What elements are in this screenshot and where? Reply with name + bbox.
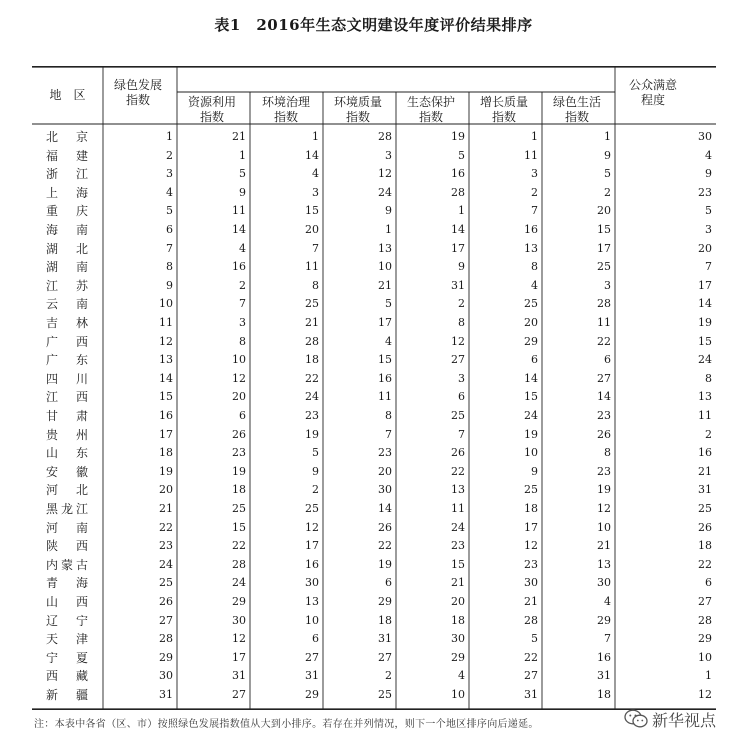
rank-value: 29: [524, 334, 538, 348]
rank-value: 7: [385, 427, 392, 441]
region-name: 湖北: [46, 241, 88, 256]
header-region: 地 区: [49, 88, 86, 102]
rank-value: 6: [312, 632, 319, 646]
region-name: 广东: [46, 353, 88, 368]
rank-value: 20: [597, 204, 611, 218]
rank-value: 5: [531, 632, 538, 646]
rank-value: 29: [451, 650, 465, 664]
rank-value: 3: [312, 185, 319, 199]
rank-value: 20: [524, 316, 538, 329]
rank-value: 13: [159, 353, 173, 367]
rank-value: 25: [378, 688, 392, 701]
rank-value: 11: [159, 316, 173, 329]
region-name: 广西: [46, 334, 88, 349]
rank-value: 31: [232, 669, 246, 683]
rank-value: 19: [378, 557, 392, 571]
rank-value: 3: [166, 167, 173, 181]
rank-value: 18: [305, 353, 319, 367]
rank-value: 22: [378, 539, 392, 553]
rank-value: 25: [451, 409, 465, 422]
rank-value: 28: [378, 130, 392, 143]
region-name: 宁夏: [46, 650, 88, 665]
rank-value: 20: [305, 223, 319, 236]
rank-value: 25: [305, 502, 319, 515]
rank-value: 15: [305, 204, 319, 218]
rank-value: 15: [159, 390, 173, 404]
rank-value: 9: [458, 260, 465, 274]
rank-value: 3: [531, 167, 538, 181]
region-name: 上海: [46, 185, 88, 200]
rank-value: 4: [458, 669, 465, 683]
rank-value: 26: [232, 427, 246, 441]
rank-value: 18: [451, 613, 465, 627]
rank-value: 17: [232, 650, 246, 664]
rank-value: 25: [524, 297, 538, 311]
rank-value: 8: [385, 409, 392, 422]
rank-value: 2: [239, 278, 246, 292]
rank-value: 21: [159, 502, 173, 515]
rank-value: 25: [232, 502, 246, 515]
rank-value: 11: [305, 260, 319, 274]
rank-value: 16: [451, 167, 465, 181]
rank-value: 31: [524, 688, 538, 701]
rank-value: 19: [159, 464, 173, 478]
ranking-table: [32, 66, 716, 710]
rank-value: 21: [305, 316, 319, 329]
rank-value: 18: [698, 539, 712, 553]
rank-value: 4: [312, 167, 319, 181]
rank-value: 19: [698, 316, 712, 329]
rank-value: 13: [378, 241, 392, 255]
rank-value: 3: [239, 316, 246, 329]
rank-value: 20: [698, 241, 712, 255]
watermark-text: 新华视点: [652, 710, 717, 730]
rank-value: 19: [232, 464, 246, 478]
rank-value: 5: [312, 446, 319, 460]
rank-value: 20: [159, 483, 173, 497]
rank-value: 23: [159, 539, 173, 553]
rank-value: 4: [239, 241, 246, 255]
rank-value: 18: [524, 502, 538, 515]
rank-value: 31: [305, 669, 319, 683]
rank-value: 20: [451, 595, 465, 608]
rank-value: 23: [597, 464, 611, 478]
rank-value: 29: [698, 632, 712, 646]
rank-value: 17: [524, 520, 538, 534]
rank-value: 4: [604, 595, 611, 608]
rank-value: 12: [451, 334, 465, 348]
region-name: 福建: [46, 148, 88, 163]
rank-value: 2: [385, 669, 392, 683]
rank-value: 8: [166, 260, 173, 274]
rank-value: 13: [698, 390, 712, 404]
rank-value: 22: [597, 334, 611, 348]
rank-value: 28: [451, 185, 465, 199]
rank-value: 1: [531, 130, 538, 143]
region-name: 江苏: [46, 278, 88, 293]
header-resource: 资源利用指数: [188, 95, 237, 124]
rank-value: 26: [698, 520, 712, 534]
rank-value: 20: [378, 464, 392, 478]
rank-value: 6: [458, 390, 465, 404]
rank-value: 1: [385, 223, 392, 236]
rank-value: 25: [524, 483, 538, 497]
rank-value: 13: [451, 483, 465, 497]
rank-value: 17: [305, 539, 319, 553]
rank-value: 26: [159, 595, 173, 608]
rank-value: 24: [232, 576, 246, 590]
rank-value: 14: [159, 371, 173, 385]
rank-value: 12: [305, 520, 319, 534]
header-growth: 增长质量指数: [480, 95, 529, 124]
rank-value: 2: [166, 148, 173, 162]
rank-value: 2: [458, 297, 465, 311]
rank-value: 2: [705, 427, 712, 441]
rank-value: 8: [458, 316, 465, 329]
region-name: 吉林: [46, 316, 88, 330]
rank-value: 12: [698, 688, 712, 701]
rank-value: 31: [451, 278, 465, 292]
rank-value: 10: [698, 650, 712, 664]
rank-value: 15: [451, 557, 465, 571]
rank-value: 18: [232, 483, 246, 497]
header-public: 公众满意程度: [629, 78, 678, 107]
rank-value: 9: [531, 464, 538, 478]
rank-value: 27: [597, 371, 611, 385]
rank-value: 12: [232, 371, 246, 385]
rank-value: 10: [159, 297, 173, 311]
rank-value: 16: [159, 409, 173, 422]
rank-value: 26: [451, 446, 465, 460]
region-name: 天津: [46, 632, 88, 647]
watermark: [624, 705, 716, 733]
rank-value: 23: [451, 539, 465, 553]
rank-value: 3: [458, 371, 465, 385]
rank-value: 9: [705, 167, 712, 181]
rank-value: 19: [524, 427, 538, 441]
rank-value: 31: [698, 483, 712, 497]
rank-value: 13: [305, 595, 319, 608]
rank-value: 7: [458, 427, 465, 441]
header-green-life: 绿色生活指数: [553, 95, 602, 124]
rank-value: 24: [159, 557, 173, 571]
rank-value: 8: [604, 446, 611, 460]
rank-value: 24: [378, 185, 392, 199]
rank-value: 11: [597, 316, 611, 329]
table-title: 表1 2016年生态文明建设年度评价结果排序: [214, 16, 533, 34]
rank-value: 1: [458, 204, 465, 218]
rank-value: 23: [597, 409, 611, 422]
rank-value: 15: [378, 353, 392, 367]
rank-value: 18: [159, 446, 173, 460]
header-eco-protect: 生态保护指数: [407, 95, 456, 124]
rank-value: 14: [524, 371, 538, 385]
rank-value: 4: [531, 278, 538, 292]
rank-value: 27: [305, 650, 319, 664]
rank-value: 11: [524, 148, 538, 162]
region-name: 四川: [46, 371, 88, 386]
rank-value: 16: [698, 446, 712, 460]
region-name: 贵州: [46, 427, 88, 442]
rank-value: 12: [378, 167, 392, 181]
rank-value: 7: [312, 241, 319, 255]
rank-value: 28: [232, 557, 246, 571]
rank-value: 8: [239, 334, 246, 348]
rank-value: 30: [305, 576, 319, 590]
rank-value: 23: [378, 446, 392, 460]
rank-value: 17: [451, 241, 465, 255]
rank-value: 27: [451, 353, 465, 367]
rank-value: 7: [239, 297, 246, 311]
rank-value: 3: [705, 223, 712, 236]
rank-value: 10: [451, 688, 465, 701]
rank-value: 10: [378, 260, 392, 274]
rank-value: 27: [378, 650, 392, 664]
rank-value: 5: [239, 167, 246, 181]
rank-value: 28: [305, 334, 319, 348]
rank-value: 4: [166, 185, 173, 199]
rank-value: 29: [378, 595, 392, 608]
rank-value: 17: [597, 241, 611, 255]
rank-value: 29: [232, 595, 246, 608]
rank-value: 27: [698, 595, 712, 608]
rank-value: 11: [232, 204, 246, 218]
rank-value: 6: [385, 576, 392, 590]
rank-value: 15: [698, 334, 712, 348]
region-name: 内蒙古: [46, 557, 88, 572]
rank-value: 17: [159, 427, 173, 441]
rank-value: 5: [705, 204, 712, 218]
region-name: 西藏: [46, 669, 88, 684]
rank-value: 22: [524, 650, 538, 664]
rank-value: 24: [698, 353, 712, 367]
rank-value: 16: [524, 223, 538, 236]
rank-value: 14: [305, 148, 319, 162]
rank-value: 19: [597, 483, 611, 497]
rank-value: 10: [305, 613, 319, 627]
rank-value: 20: [232, 390, 246, 404]
region-name: 江西: [46, 390, 88, 405]
region-name: 河南: [46, 520, 88, 535]
rank-value: 1: [705, 669, 712, 683]
rank-value: 30: [451, 632, 465, 646]
rank-value: 24: [524, 409, 538, 422]
rank-value: 30: [698, 130, 712, 143]
rank-value: 30: [159, 669, 173, 683]
table-note: 注：本表中各省（区、市）按照绿色发展指数值从大到小排序。若存在并列情况，则下一个地区排序向后递延。: [34, 719, 539, 730]
rank-value: 6: [166, 223, 173, 236]
rank-value: 1: [166, 130, 173, 143]
rank-value: 17: [698, 278, 712, 292]
header-green-dev: 绿色发展指数: [114, 78, 163, 107]
rank-value: 8: [531, 260, 538, 274]
rank-value: 27: [232, 688, 246, 701]
rank-value: 10: [524, 446, 538, 460]
rank-value: 1: [239, 148, 246, 162]
rank-value: 15: [524, 390, 538, 404]
rank-value: 29: [305, 688, 319, 701]
region-name: 青海: [46, 576, 88, 591]
region-name: 甘肃: [46, 409, 88, 423]
rank-value: 6: [604, 353, 611, 367]
region-name: 北京: [46, 130, 88, 144]
rank-value: 7: [166, 241, 173, 255]
rank-value: 16: [305, 557, 319, 571]
rank-value: 6: [531, 353, 538, 367]
region-name: 重庆: [46, 204, 88, 219]
rank-value: 9: [312, 464, 319, 478]
rank-value: 21: [524, 595, 538, 608]
rank-value: 12: [232, 632, 246, 646]
rank-value: 8: [705, 371, 712, 385]
rank-value: 21: [698, 464, 712, 478]
rank-value: 21: [597, 539, 611, 553]
rank-value: 18: [597, 688, 611, 701]
rank-value: 28: [159, 632, 173, 646]
rank-value: 22: [305, 371, 319, 385]
region-name: 陕西: [46, 539, 88, 554]
rank-value: 14: [451, 223, 465, 236]
rank-value: 31: [597, 669, 611, 683]
rank-value: 9: [166, 278, 173, 292]
rank-value: 4: [385, 334, 392, 348]
wechat-icon: [624, 708, 648, 730]
rank-value: 23: [698, 185, 712, 199]
rank-value: 14: [232, 223, 246, 236]
rank-value: 19: [451, 130, 465, 143]
rank-value: 3: [385, 148, 392, 162]
rank-value: 14: [597, 390, 611, 404]
rank-value: 15: [232, 520, 246, 534]
rank-value: 1: [312, 130, 319, 143]
rank-value: 19: [305, 427, 319, 441]
rank-value: 7: [705, 260, 712, 274]
region-name: 新疆: [46, 688, 88, 702]
rank-value: 21: [378, 278, 392, 292]
rank-value: 25: [698, 502, 712, 515]
rank-value: 23: [305, 409, 319, 422]
region-name: 浙江: [46, 167, 88, 182]
rank-value: 13: [597, 557, 611, 571]
region-name: 海南: [46, 223, 88, 237]
rank-value: 14: [378, 502, 392, 515]
region-name: 山东: [46, 446, 88, 461]
rank-value: 11: [698, 409, 712, 422]
rank-value: 8: [312, 278, 319, 292]
rank-value: 29: [597, 613, 611, 627]
region-name: 山西: [46, 595, 88, 609]
region-name: 黑龙江: [46, 502, 88, 516]
rank-value: 28: [524, 613, 538, 627]
rank-value: 5: [604, 167, 611, 181]
rank-value: 6: [239, 409, 246, 422]
rank-value: 9: [604, 148, 611, 162]
rank-value: 28: [698, 613, 712, 627]
rank-value: 16: [597, 650, 611, 664]
rank-value: 24: [305, 390, 319, 404]
rank-value: 22: [451, 464, 465, 478]
rank-value: 11: [451, 502, 465, 515]
rank-value: 9: [385, 204, 392, 218]
region-name: 河北: [46, 483, 88, 498]
rank-value: 22: [698, 557, 712, 571]
rank-value: 30: [524, 576, 538, 590]
rank-value: 21: [232, 130, 246, 143]
header-env-quality: 环境质量指数: [334, 95, 383, 124]
rank-value: 27: [524, 669, 538, 683]
rank-value: 2: [604, 185, 611, 199]
rank-value: 16: [378, 371, 392, 385]
rank-value: 30: [232, 613, 246, 627]
rank-value: 26: [378, 520, 392, 534]
rank-value: 7: [604, 632, 611, 646]
rank-value: 23: [524, 557, 538, 571]
region-name: 辽宁: [46, 613, 88, 628]
rank-value: 16: [232, 260, 246, 274]
rank-value: 5: [458, 148, 465, 162]
rank-value: 13: [524, 241, 538, 255]
header-environment: 环境治理指数: [262, 95, 311, 124]
rank-value: 21: [451, 576, 465, 590]
rank-value: 28: [597, 297, 611, 311]
rank-value: 25: [597, 260, 611, 274]
rank-value: 15: [597, 223, 611, 236]
rank-value: 24: [451, 520, 465, 534]
rank-value: 3: [604, 278, 611, 292]
rank-value: 10: [232, 353, 246, 367]
rank-value: 26: [597, 427, 611, 441]
rank-value: 30: [378, 483, 392, 497]
rank-value: 31: [159, 688, 173, 701]
rank-value: 2: [312, 483, 319, 497]
rank-value: 17: [378, 316, 392, 329]
region-name: 湖南: [46, 260, 88, 275]
rank-value: 27: [159, 613, 173, 627]
rank-value: 2: [531, 185, 538, 199]
rank-value: 12: [524, 539, 538, 553]
rank-value: 6: [705, 576, 712, 590]
rank-value: 18: [378, 613, 392, 627]
rank-value: 11: [378, 390, 392, 404]
rank-value: 25: [159, 576, 173, 590]
rank-value: 4: [705, 148, 712, 162]
rank-value: 29: [159, 650, 173, 664]
rank-value: 14: [698, 297, 712, 311]
rank-value: 30: [597, 576, 611, 590]
rank-value: 5: [166, 204, 173, 218]
rank-value: 12: [159, 334, 173, 348]
rank-value: 23: [232, 446, 246, 460]
rank-value: 1: [604, 130, 611, 143]
rank-value: 22: [159, 520, 173, 534]
rank-value: 10: [597, 520, 611, 534]
region-name: 安徽: [46, 464, 88, 479]
rank-value: 31: [378, 632, 392, 646]
rank-value: 7: [531, 204, 538, 218]
rank-value: 22: [232, 539, 246, 553]
rank-value: 5: [385, 297, 392, 311]
rank-value: 12: [597, 502, 611, 515]
region-name: 云南: [46, 297, 88, 312]
rank-value: 25: [305, 297, 319, 311]
rank-value: 9: [239, 185, 246, 199]
